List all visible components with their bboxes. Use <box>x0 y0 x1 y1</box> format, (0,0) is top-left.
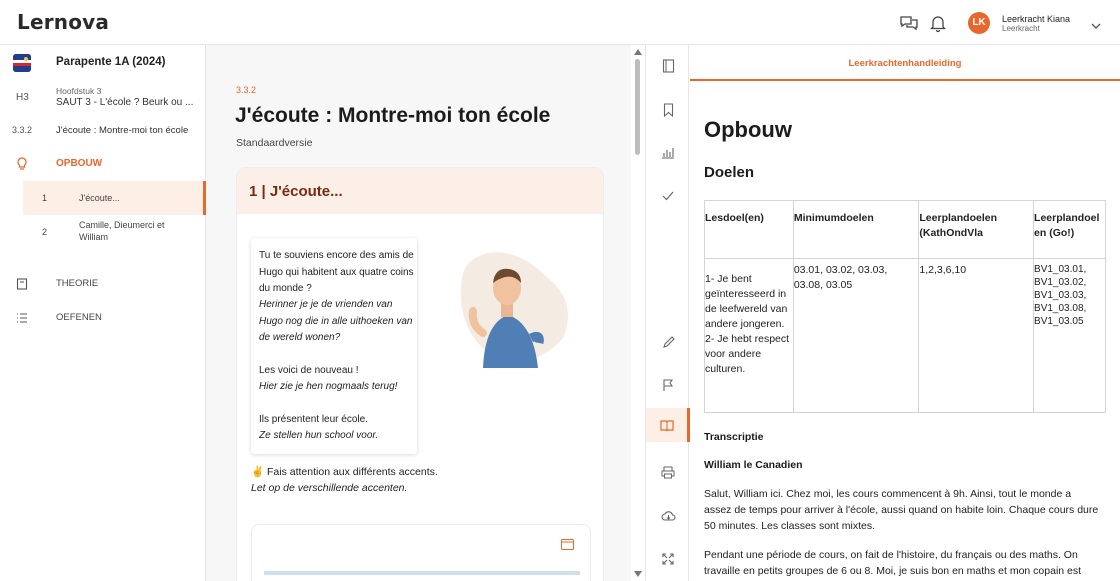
list-icon <box>16 311 28 329</box>
scroll-up-icon[interactable] <box>634 49 642 55</box>
scrollbar-thumb[interactable] <box>635 59 640 155</box>
window-icon[interactable] <box>561 537 574 555</box>
chevron-down-icon[interactable] <box>1091 17 1101 35</box>
sidebar-item-chapter[interactable]: SAUT 3 - L'école ? Beurk ou ... <box>56 97 194 108</box>
course-flag-icon <box>13 54 31 72</box>
scroll-down-icon[interactable] <box>634 571 642 577</box>
cloud-download-icon[interactable] <box>646 499 690 531</box>
speech-text-nl: Ze stellen hun school voor. <box>259 430 379 441</box>
table-header: Lesdoel(en) <box>705 201 794 259</box>
sidebar-subitem-2[interactable] <box>23 215 206 251</box>
sidebar-item-theorie[interactable]: THEORIE <box>56 278 99 289</box>
main-scrollbar[interactable] <box>631 45 645 581</box>
sidebar-item-oefenen[interactable]: OEFENEN <box>56 312 102 323</box>
panel-subheading: Doelen <box>704 164 755 181</box>
bookmark-icon[interactable] <box>646 94 690 126</box>
table-cell: 1- Je bent geïnteresseerd in de leefwereld van andere jongeren. 2- Je hebt respect voor andere culturen. <box>705 259 794 413</box>
speech-text-nl: Herinner je je de vrienden van Hugo nog die in alle uithoeken van de wereld wonen? <box>259 299 413 343</box>
fullscreen-icon[interactable] <box>646 543 690 575</box>
subitem-label: Camille, Dieumerci et William <box>79 220 165 242</box>
student-illustration <box>443 243 573 368</box>
speaker-label: William le Canadien <box>704 459 803 471</box>
course-title[interactable]: Parapente 1A (2024) <box>56 56 166 68</box>
avatar[interactable]: LK <box>968 12 990 34</box>
print-icon[interactable] <box>646 456 690 488</box>
card-title: 1 | J'écoute... <box>249 183 343 200</box>
panel-heading: Opbouw <box>704 117 792 142</box>
sidebar-item-opbouw[interactable] <box>0 152 206 176</box>
book-icon <box>16 277 28 295</box>
transcript-label: Transcriptie <box>704 431 764 443</box>
table-cell: 03.01, 03.02, 03.03, 03.08, 03.05 <box>793 259 919 413</box>
table-header: Leerplandoel en (Go!) <box>1034 201 1106 259</box>
section-number: 3.3.2 <box>236 85 257 95</box>
card-header <box>237 168 604 214</box>
sidebar <box>0 45 206 581</box>
notebook-icon[interactable] <box>646 50 690 82</box>
check-icon[interactable] <box>646 180 690 212</box>
media-progress-bar[interactable] <box>264 571 580 575</box>
pencil-icon[interactable] <box>646 326 690 358</box>
flag-icon[interactable] <box>646 369 690 401</box>
bell-icon[interactable] <box>928 13 948 33</box>
table-header: Minimumdoelen <box>793 201 919 259</box>
page-subtitle: Standaardversie <box>236 137 313 149</box>
tab-leerkrachtenhandleiding[interactable] <box>690 45 1120 81</box>
speech-text-nl: Hier zie je hen nogmaals terug! <box>259 381 398 392</box>
lesson-code: 3.3.2 <box>12 125 33 135</box>
logo[interactable]: Lernova <box>17 10 110 34</box>
transcript-paragraph: Pendant une période de cours, on fait de l'histoire, du français ou des maths. On travaille en petits groupes de 6 ou 8. Moi, je suis bon en maths et mon copain est <box>704 549 1082 577</box>
teacher-manual-icon[interactable] <box>646 408 690 442</box>
speech-text-fr: Tu te souviens encore des amis de Hugo qui habitent aux quatre coins du monde ? <box>259 250 414 294</box>
table-cell: BV1_03.01, BV1_03.02, BV1_03.03, BV1_03.08, BV1_03.05 <box>1034 259 1106 413</box>
speech-text-fr: Ils présentent leur école. <box>259 414 368 425</box>
lightbulb-icon <box>16 157 28 176</box>
speech-text-fr: Les voici de nouveau ! <box>259 365 359 376</box>
speech-bubble <box>251 238 417 454</box>
exercise-card <box>236 167 604 581</box>
chart-icon[interactable] <box>646 137 690 169</box>
user-name[interactable]: Leerkracht Kiana <box>1002 14 1071 24</box>
chapter-code: H3 <box>16 92 29 103</box>
top-bar <box>0 0 1120 45</box>
tab-label: Leerkrachtenhandleiding <box>848 58 962 69</box>
opbouw-label: OPBOUW <box>56 158 103 169</box>
main-content <box>206 45 645 581</box>
chapter-small-label: Hoofdstuk 3 <box>56 86 102 96</box>
chat-icon[interactable] <box>899 13 919 33</box>
subitem-number: 2 <box>42 227 48 237</box>
page-title: J'écoute : Montre-moi ton école <box>235 104 551 127</box>
hand-emoji: ✌ <box>251 466 265 478</box>
teacher-manual-panel <box>690 45 1120 581</box>
tool-rail <box>645 45 689 581</box>
sidebar-item-lesson[interactable]: J'écoute : Montre-moi ton école <box>56 125 189 136</box>
subitem-label: J'écoute... <box>79 193 120 203</box>
subitem-number: 1 <box>42 193 48 203</box>
sidebar-subitem-1[interactable] <box>23 181 206 215</box>
note-text: ✌ Fais attention aux différents accents. Let op de verschillende accenten. <box>251 466 438 494</box>
table-header: Leerplandoelen (KathOndVla <box>919 201 1034 259</box>
table-cell: 1,2,3,6,10 <box>919 259 1034 413</box>
user-role: Leerkracht <box>1002 24 1040 33</box>
media-box <box>251 524 591 581</box>
doelen-table <box>704 200 1106 413</box>
transcript-paragraph: Salut, William ici. Chez moi, les cours commencent à 9h. Ainsi, tout le monde a assez de temps pour arriver à l'école, aussi quand on habite loin. Chaque cours dure 50 minutes. Les classes sont mixtes. <box>704 488 1099 532</box>
